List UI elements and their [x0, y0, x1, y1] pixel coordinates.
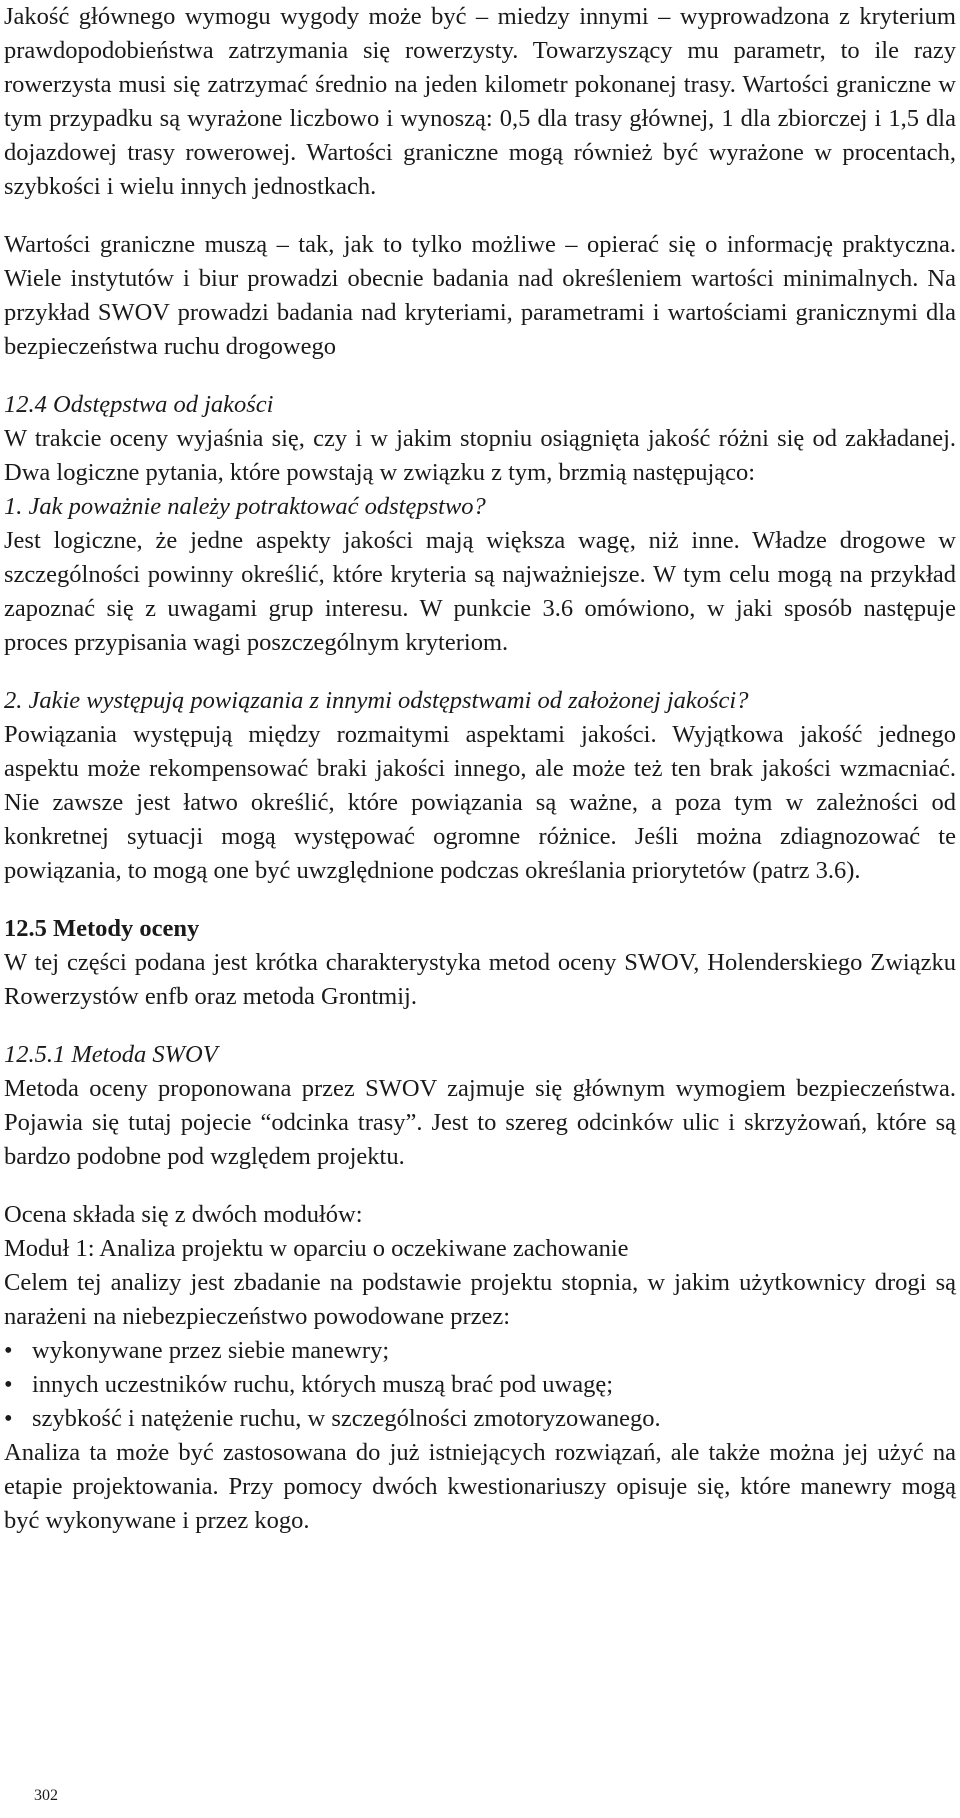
heading-12-5: 12.5 Metody oceny	[4, 915, 200, 942]
list-item: • innych uczestników ruchu, których muszą brać pod uwagę;	[4, 1368, 956, 1402]
paragraph-swov-method: Metoda oceny proponowana przez SWOV zajmuje się głównym wymogiem bezpieczeństwa. Pojawia się tutaj pojecie “odcinka trasy”. Jest to szereg odcinków ulic i skrzyżowań, które są bardzo podobne pod względem projektu.	[4, 1075, 956, 1170]
heading-12-5-1: 12.5.1 Metoda SWOV	[4, 1041, 218, 1068]
answer-2: Powiązania występują między rozmaitymi aspektami jakości. Wyjątkowa jakość jednego aspektu może rekompensować braki jakości innego, ale może też ten brak jakości wzmacniać. Nie zawsze jest łatwo określić, które powiązania są ważne, a poza tym w zależności od konkretnej sytuacji mogą występować ogromne różnice. Jeśli można zdiagnozować te powiązania, to mogą one być uwzględnione podczas określania priorytetów (patrz 3.6).	[4, 721, 956, 884]
module-1-text: Celem tej analizy jest zbadanie na podstawie projektu stopnia, w jakim użytkownicy drogi są narażeni na niebezpieczeństwo powodowane przez:	[4, 1269, 956, 1330]
question-1: 1. Jak poważnie należy potraktować odstępstwo?	[4, 493, 486, 520]
answer-1: Jest logiczne, że jedne aspekty jakości mają większa wagę, niż inne. Władze drogowe w szczególności powinny określić, które kryteria są najważniejsze. W tym celu mogą na przykład zapoznać się z uwagami grup interesu. W punkcie 3.6 omówiono, w jaki sposób następuje proces przypisania wagi poszczególnym kryteriom.	[4, 527, 956, 656]
list-item: • szybkość i natężenie ruchu, w szczególności zmotoryzowanego.	[4, 1402, 956, 1436]
paragraph-12-4-intro: W trakcie oceny wyjaśnia się, czy i w jakim stopniu osiągnięta jakość różni się od zakładanej. Dwa logiczne pytania, które powstają w związku z tym, brzmią następująco:	[4, 425, 956, 486]
page-number: 302	[34, 1787, 58, 1804]
paragraph-limit-values: Wartości graniczne muszą – tak, jak to tylko możliwe – opierać się o informację praktyczna. Wiele instytutów i biur prowadzi obecnie badania nad określeniem wartości minimalnych. Na przykład SWOV prowadzi badania nad kryteriami, parametrami i wartościami granicznymi dla bezpieczeństwa ruchu drogowego	[4, 231, 956, 360]
paragraph-quality-comfort: Jakość głównego wymogu wygody może być – miedzy innymi – wyprowadzona z kryterium prawdopodobieństwa zatrzymania się rowerzysty. Towarzyszący mu parametr, to ile razy rowerzysta musi się zatrzymać średnio na jeden kilometr pokonanej trasy. Wartości graniczne w tym przypadku są wyrażone liczbowo i wynoszą: 0,5 dla trasy głównej, 1 dla zbiorczej i 1,5 dla dojazdowej trasy rowerowej. Wartości graniczne mogą również być wyrażone w procentach, szybkości i wielu innych jednostkach.	[4, 3, 956, 200]
module-1-title: Moduł 1: Analiza projektu w oparciu o oczekiwane zachowanie	[4, 1235, 629, 1262]
question-2: 2. Jakie występują powiązania z innymi odstępstwami od założonej jakości?	[4, 687, 749, 714]
document-page	[4, 0, 956, 1538]
paragraph-closing: Analiza ta może być zastosowana do już istniejących rozwiązań, ale także można jej użyć na etapie projektowania. Przy pomocy dwóch kwestionariuszy opisuje się, które manewry mogą być wykonywane i przez kogo.	[4, 1439, 956, 1534]
paragraph-12-5-intro: W tej części podana jest krótka charakterystyka metod oceny SWOV, Holenderskiego Związku Rowerzystów enfb oraz metoda Grontmij.	[4, 949, 956, 1010]
list-item: • wykonywane przez siebie manewry;	[4, 1334, 956, 1368]
hazard-list	[4, 1334, 956, 1436]
modules-intro: Ocena składa się z dwóch modułów:	[4, 1201, 363, 1228]
heading-12-4: 12.4 Odstępstwa od jakości	[4, 391, 274, 418]
